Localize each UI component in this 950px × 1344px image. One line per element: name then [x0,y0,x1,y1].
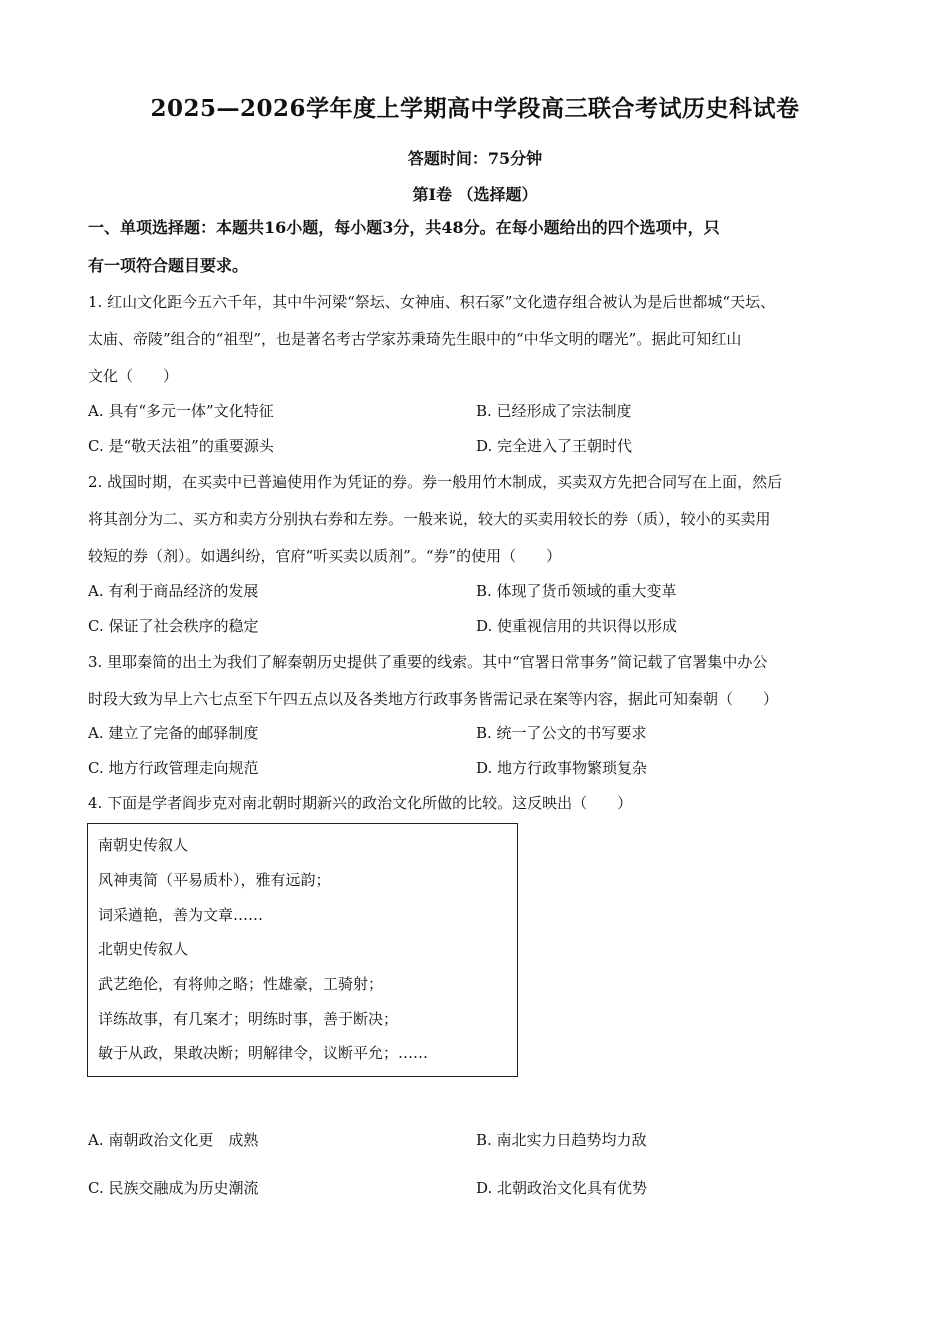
question-2-option-d[interactable]: D. 使重视信用的共识得以形成 [476,617,678,635]
volume-heading: 第Ⅰ卷 （选择题） [412,185,538,204]
question-1-option-d[interactable]: D. 完全进入了王朝时代 [476,437,633,455]
box-line-6: 详练故事，有几案才；明练时事，善于断决； [98,1010,399,1028]
question-1-option-b[interactable]: B. 已经形成了宗法制度 [476,402,632,420]
question-3-line-1: 3. 里耶秦简的出土为我们了解秦朝历史提供了重要的线索。其中“官署日常事务”简记载了官署集中办公 [88,653,768,671]
question-2-option-c[interactable]: C. 保证了社会秩序的稳定 [88,617,259,635]
question-2-option-b[interactable]: B. 体现了货币领域的重大变革 [476,582,677,600]
question-1-line-1: 1. 红山文化距今五六千年，其中牛河梁“祭坛、女神庙、积石冢”文化遗存组合被认为是后世都城“天坛、 [88,293,776,311]
question-3-option-a[interactable]: A. 建立了完备的邮驿制度 [88,724,259,742]
question-3-option-c[interactable]: C. 地方行政管理走向规范 [88,759,259,777]
section-heading-line-1: 一、单项选择题：本题共16小题，每小题3分，共48分。在每小题给出的四个选项中，只 [88,218,720,237]
question-4-line-1: 4. 下面是学者阎步克对南北朝时期新兴的政治文化所做的比较。这反映出（ ） [88,794,633,812]
question-1-line-2: 太庙、帝陵”组合的“祖型”，也是著名考古学家苏秉琦先生眼中的“中华文明的曙光”。据此可知红山 [88,330,742,348]
box-line-3: 词采遒艳，善为文章…… [98,906,264,924]
question-3-option-b[interactable]: B. 统一了公文的书写要求 [476,724,647,742]
question-3-line-2: 时段大致为早上六七点至下午四五点以及各类地方行政事务皆需记录在案等内容，据此可知秦朝（ ） [88,690,779,708]
question-1-line-3: 文化（ ） [88,367,179,385]
section-heading-line-2: 有一项符合题目要求。 [88,256,249,275]
question-4-option-c[interactable]: C. 民族交融成为历史潮流 [88,1179,259,1197]
question-2-line-3: 较短的券（剂）。如遇纠纷，官府“听买卖以质剂”。“券”的使用（ ） [88,547,562,565]
question-3-option-d[interactable]: D. 地方行政事物繁琐复杂 [476,759,648,777]
box-line-5: 武艺绝伦，有将帅之略；性雄豪，工骑射； [98,975,384,993]
question-4-option-d[interactable]: D. 北朝政治文化具有优势 [476,1179,648,1197]
question-1-option-c[interactable]: C. 是“敬天法祖”的重要源头 [88,437,274,455]
question-4-option-a[interactable]: A. 南朝政治文化更 成熟 [88,1131,259,1149]
question-1-option-a[interactable]: A. 具有“多元一体”文化特征 [88,402,274,420]
question-2-line-1: 2. 战国时期，在买卖中已普遍使用作为凭证的券。券一般用竹木制成，买卖双方先把合同写在上面，然后 [88,473,783,491]
question-2-option-a[interactable]: A. 有利于商品经济的发展 [88,582,259,600]
question-2-line-2: 将其剖分为二、买方和卖方分别执右券和左券。一般来说，较大的买卖用较长的券（质），较小的买卖用 [88,510,771,528]
exam-time: 答题时间：75分钟 [407,149,543,168]
box-line-1: 南朝史传叙人 [98,836,189,854]
question-4-option-b[interactable]: B. 南北实力日趋势均力敌 [476,1131,647,1149]
exam-title: 2025—2026学年度上学期高中学段高三联合考试历史科试卷 [150,95,800,122]
box-line-7: 敏于从政，果敢决断；明解律令，议断平允；…… [98,1044,429,1062]
comparison-table-box [87,823,518,1077]
box-line-4: 北朝史传叙人 [98,940,189,958]
box-line-2: 风神夷简（平易质朴），雅有远韵； [98,871,331,889]
